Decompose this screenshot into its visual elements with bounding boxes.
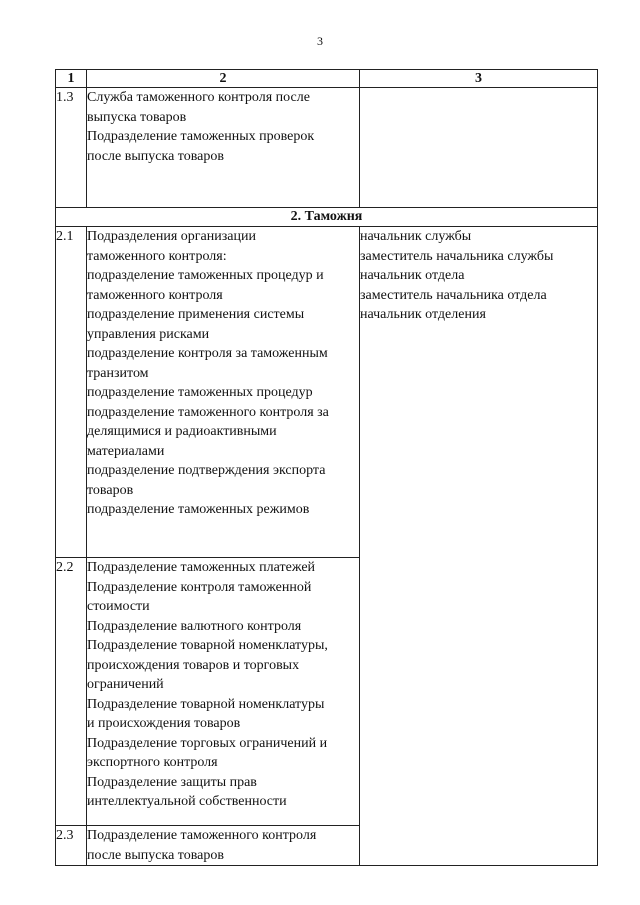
cell-line: таможенного контроля: [87, 248, 227, 264]
cell-line: подразделение применения системы [87, 307, 305, 322]
cell-line: интеллектуальной собственности [87, 794, 287, 809]
page-number: 3 [317, 34, 323, 48]
cell-line: Подразделение торговых ограничений и [87, 735, 328, 751]
cell-line: подразделение подтверждения экспорта [87, 463, 326, 478]
subdivision-cell [87, 227, 360, 558]
column-header-3: 3 [360, 70, 598, 88]
position-line: заместитель начальника службы [360, 248, 554, 264]
cell-line: после выпуска товаров [87, 148, 224, 164]
positions-table [55, 69, 598, 866]
column-header-2: 2 [87, 70, 360, 88]
position-line: начальник отделения [360, 307, 486, 322]
cell-line: подразделение контроля за таможенным [87, 346, 328, 361]
table-row-1-3 [56, 88, 598, 208]
cell-line: подразделение таможенных процедур [87, 385, 313, 400]
section-row [56, 208, 598, 227]
cell-line: материалами [87, 443, 165, 459]
subdivision-cell [87, 88, 360, 208]
cell-line: Подразделение контроля таможенной [87, 579, 312, 595]
positions-cell [360, 227, 598, 866]
cell-line: после выпуска товаров [87, 847, 224, 863]
cell-line: стоимости [87, 599, 150, 614]
position-line: начальник службы [360, 229, 472, 244]
position-line: начальник отдела [360, 268, 465, 283]
column-header-1: 1 [56, 70, 87, 88]
cell-line: подразделение таможенного контроля за [87, 404, 329, 420]
cell-line: Служба таможенного контроля после [87, 90, 310, 105]
cell-line: Подразделение товарной номенклатуры, [87, 638, 328, 653]
section-title: 2. Таможня [56, 208, 598, 227]
cell-line: Подразделение валютного контроля [87, 618, 302, 634]
subdivision-cell [87, 558, 360, 826]
row-number: 2.1 [56, 227, 87, 558]
position-line: заместитель начальника отдела [360, 287, 547, 303]
cell-line: происхождения товаров и торговых [87, 657, 300, 673]
cell-line: Подразделение защиты прав [87, 774, 257, 790]
cell-line: и происхождения товаров [87, 716, 241, 731]
subdivision-cell [87, 826, 360, 866]
cell-line: Подразделения организации [87, 229, 256, 244]
cell-line: Подразделение таможенных проверок [87, 129, 315, 144]
cell-line: экспортного контроля [87, 755, 218, 770]
row-number: 1.3 [56, 88, 87, 208]
cell-line: ограничений [87, 677, 164, 692]
cell-line: таможенного контроля [87, 287, 223, 303]
cell-line: подразделение таможенных режимов [87, 502, 310, 517]
cell-line: управления рисками [87, 326, 210, 342]
cell-line: Подразделение таможенного контроля [87, 828, 317, 843]
cell-line: делящимися и радиоактивными [87, 424, 277, 439]
row-number: 2.2 [56, 558, 87, 826]
cell-line: Подразделение таможенных платежей [87, 560, 316, 575]
cell-line: транзитом [87, 365, 149, 381]
cell-line: подразделение таможенных процедур и [87, 268, 324, 283]
table-header-row [56, 70, 598, 88]
positions-cell [360, 88, 598, 208]
table-row-2-1 [56, 227, 598, 558]
cell-line: Подразделение товарной номенклатуры [87, 696, 325, 712]
row-number: 2.3 [56, 826, 87, 866]
cell-line: товаров [87, 482, 134, 498]
cell-line: выпуска товаров [87, 109, 187, 125]
